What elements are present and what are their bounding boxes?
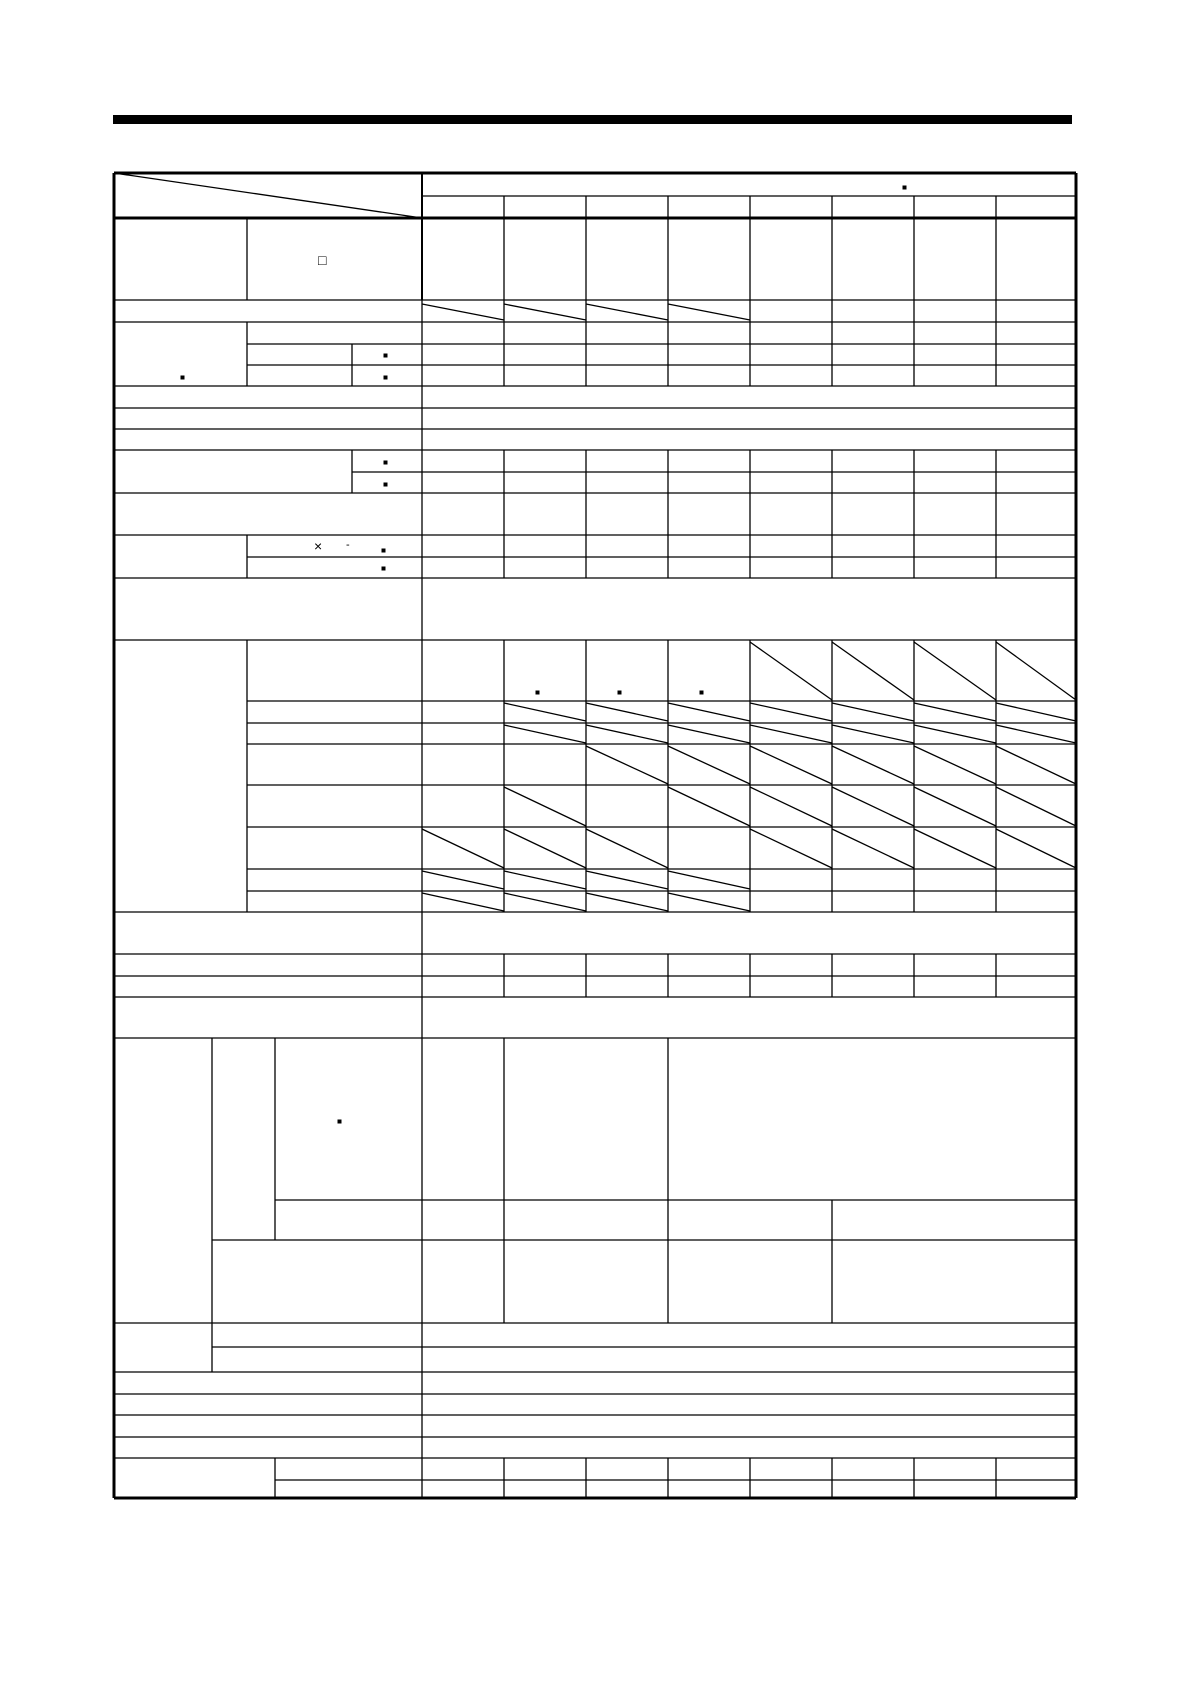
na-diagonal (114, 173, 422, 218)
na-diagonal (586, 725, 668, 743)
na-diagonal (586, 304, 668, 320)
na-diagonal (586, 871, 668, 889)
multiply-icon: × (314, 538, 323, 554)
na-diagonal (668, 304, 750, 320)
na-diagonal (586, 746, 668, 784)
na-diagonal (996, 746, 1076, 784)
unit-dot (384, 354, 387, 357)
unit-dot (181, 376, 184, 379)
na-diagonal (914, 787, 996, 826)
na-diagonal (832, 703, 914, 721)
na-diagonal (668, 893, 750, 911)
na-diagonal (996, 703, 1076, 721)
na-diagonal (914, 746, 996, 784)
na-diagonal (996, 787, 1076, 826)
na-diagonal (750, 787, 832, 826)
unit-dot (384, 483, 387, 486)
na-diagonal (914, 829, 996, 868)
na-diagonal (668, 703, 750, 721)
checkbox-icon: □ (318, 252, 327, 268)
na-diagonal (668, 746, 750, 784)
na-diagonal (750, 746, 832, 784)
unit-dot (384, 376, 387, 379)
unit-dot (700, 691, 703, 694)
na-diagonal (914, 642, 996, 700)
na-diagonal (996, 725, 1076, 743)
na-diagonal (586, 829, 668, 868)
na-diagonal (422, 829, 504, 868)
na-diagonal (832, 829, 914, 868)
na-diagonal (504, 725, 586, 743)
na-diagonal (914, 725, 996, 743)
na-diagonal (914, 703, 996, 721)
unit-dot (384, 461, 387, 464)
na-diagonal (832, 787, 914, 826)
na-diagonal (750, 642, 832, 700)
na-diagonal (668, 725, 750, 743)
na-diagonal (586, 703, 668, 721)
na-diagonal (996, 829, 1076, 868)
na-diagonal (668, 871, 750, 889)
na-diagonal (504, 893, 586, 911)
na-diagonal (504, 703, 586, 721)
na-diagonal (832, 746, 914, 784)
na-diagonal (668, 787, 750, 826)
na-diagonal (586, 893, 668, 911)
unit-dot (338, 1120, 341, 1123)
unit-dot (382, 549, 385, 552)
na-diagonal (750, 829, 832, 868)
na-diagonal (422, 871, 504, 889)
na-diagonal (504, 871, 586, 889)
unit-dot (536, 691, 539, 694)
na-diagonal (422, 893, 504, 911)
na-diagonal (750, 725, 832, 743)
na-diagonal (832, 642, 914, 700)
na-diagonal (504, 787, 586, 826)
unit-dot (903, 186, 906, 189)
na-diagonal (832, 725, 914, 743)
unit-dot (618, 691, 621, 694)
dash-icon: - (346, 539, 350, 551)
na-diagonal (996, 642, 1076, 700)
na-diagonal (422, 304, 504, 320)
unit-dot (382, 567, 385, 570)
na-diagonal (504, 829, 586, 868)
na-diagonal (750, 703, 832, 721)
na-diagonal (504, 304, 586, 320)
